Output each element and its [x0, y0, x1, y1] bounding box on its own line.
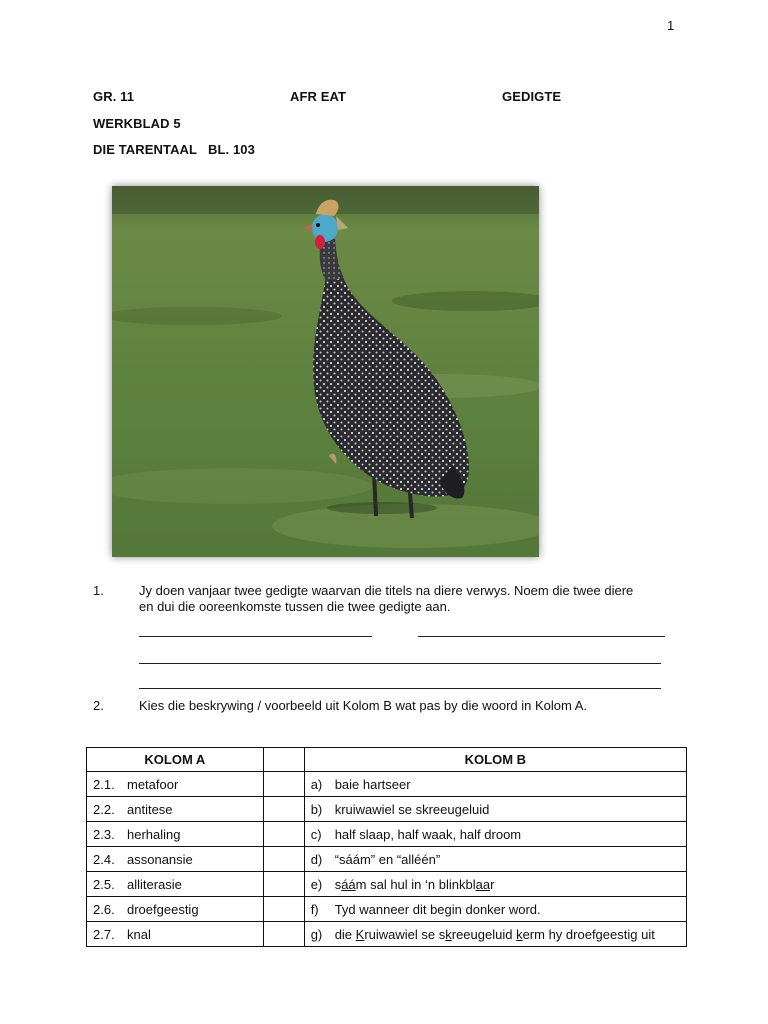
option-letter: e): [310, 876, 323, 892]
topic-label: GEDIGTE: [502, 89, 562, 104]
option-text: baie hartseer: [334, 776, 411, 792]
subject-label: AFR EAT: [290, 89, 347, 104]
item-number: 2.6.: [93, 901, 115, 917]
answer-cell[interactable]: [263, 772, 304, 797]
item-number: 2.3.: [93, 826, 115, 842]
answer-line[interactable]: [139, 663, 661, 664]
answer-cell[interactable]: [263, 897, 304, 922]
item-term: knal: [127, 926, 151, 942]
table-header-row: [87, 748, 687, 772]
option-text: half slaap, half waak, half droom: [334, 826, 522, 842]
answer-line[interactable]: [139, 636, 372, 637]
option-letter: f): [310, 901, 319, 917]
answer-line[interactable]: [139, 688, 661, 689]
item-term: assonansie: [127, 851, 193, 867]
answer-cell[interactable]: [263, 847, 304, 872]
table-row: [87, 822, 687, 847]
matching-table: [86, 747, 687, 947]
item-number: 2.4.: [93, 851, 115, 867]
option-text: die Kruiwawiel se skreeugeluid kerm hy droefgeestig uit: [334, 926, 655, 942]
option-text: “sáám” en “alléén”: [334, 851, 441, 867]
answer-column-header: [263, 748, 304, 772]
answer-cell[interactable]: [263, 797, 304, 822]
answer-cell[interactable]: [263, 822, 304, 847]
table-row: [87, 922, 687, 947]
option-text: kruiwawiel se skreeugeluid: [334, 801, 490, 817]
option-text: sáám sal hul in ‘n blinkblaar: [334, 876, 495, 892]
question-1-number: 1.: [93, 583, 104, 598]
question-1-line-1: Jy doen vanjaar twee gedigte waarvan die titels na diere verwys. Noem die twee diere: [139, 583, 634, 598]
question-2-number: 2.: [93, 698, 104, 713]
option-letter: g): [310, 926, 323, 942]
item-number: 2.5.: [93, 876, 115, 892]
option-letter: b): [310, 801, 323, 817]
item-term: antitese: [127, 801, 173, 817]
item-term: droefgeestig: [127, 901, 199, 917]
worksheet-label: WERKBLAD 5: [93, 116, 181, 131]
item-number: 2.1.: [93, 776, 115, 792]
answer-cell[interactable]: [263, 872, 304, 897]
poem-title: DIE TARENTAAL BL. 103: [93, 142, 255, 157]
item-term: alliterasie: [127, 876, 182, 892]
item-number: 2.2.: [93, 801, 115, 817]
table-row: [87, 772, 687, 797]
table-row: [87, 897, 687, 922]
table-row: [87, 797, 687, 822]
option-letter: d): [310, 851, 323, 867]
item-number: 2.7.: [93, 926, 115, 942]
grade-label: GR. 11: [93, 89, 135, 104]
table-row: [87, 872, 687, 897]
item-term: herhaling: [127, 826, 181, 842]
guineafowl-photo: [112, 186, 539, 557]
table-row: [87, 847, 687, 872]
kolom-a-header: KOLOM A: [87, 748, 264, 772]
option-letter: c): [310, 826, 322, 842]
kolom-b-header: KOLOM B: [304, 748, 686, 772]
option-letter: a): [310, 776, 323, 792]
answer-line[interactable]: [418, 636, 665, 637]
option-text: Tyd wanneer dit begin donker word.: [334, 901, 541, 917]
question-1-line-2: en dui die ooreenkomste tussen die twee gedigte aan.: [139, 599, 451, 614]
page-number: 1: [667, 18, 675, 33]
question-2-text: Kies die beskrywing / voorbeeld uit Kolom B wat pas by die woord in Kolom A.: [139, 698, 588, 713]
answer-cell[interactable]: [263, 922, 304, 947]
item-term: metafoor: [127, 776, 179, 792]
